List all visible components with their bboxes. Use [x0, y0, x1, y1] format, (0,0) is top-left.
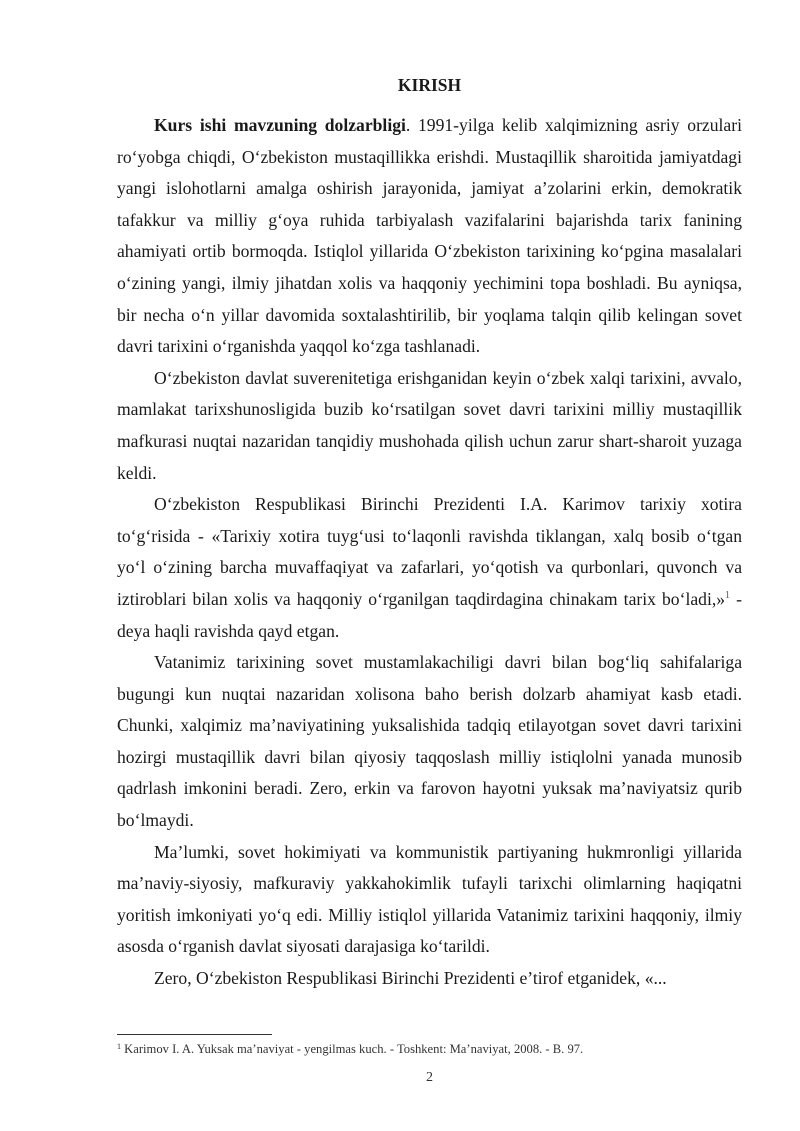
footnote-reference[interactable]: 1	[725, 589, 731, 601]
document-page	[117, 0, 742, 1131]
footnote-separator	[117, 1034, 272, 1035]
paragraph-text: O‘zbekiston Respublikasi Birinchi Prezidenti I.A. Karimov tarixiy xotira to‘g‘risida - «Tarixiy xotira tuyg‘usi to‘laqonli ravishda tiklangan, xalq bosib o‘tgan yo‘l o‘zining barcha muvaffaqiyat va zafarlari, yo‘qotish va qurbonlari, quvonch va iztiroblari bilan xolis va haqqoniy o‘rganilgan taqdirdagina chinakam tarix bo‘ladi,»	[117, 494, 742, 609]
footnote-number: 1	[117, 1042, 121, 1051]
section-heading: KIRISH	[397, 75, 462, 95]
paragraph-president: Zero, O‘zbekiston Respublikasi Birinchi Prezidenti e’tirof etganidek, «...	[154, 968, 667, 989]
body-text	[117, 110, 742, 995]
paragraph-ideology: Ma’lumki, sovet hokimiyati va kommunistik partiyaning hukmronligi yillarida ma’naviy-siyosiy, mafkuraviy yakkahokimlik tufayli tarixchi olimlarning haqiqatni yoritish imkoniyati yo‘q edi. Milliy istiqlol yillarida Vatanimiz tarixini haqqoniy, ilmiy asosda o‘rganish davlat siyosati darajasiga ko‘tarildi.	[117, 841, 742, 957]
paragraph-text: . 1991-yilga kelib xalqimizning asriy orzulari ro‘yobga chiqdi, O‘zbekiston mustaqillikka erishdi. Mustaqillik sharoitida jamiyatdagi yangi islohotlarni amalga oshirish jarayonida, jamiyat a’zolarini erkin, demokratik tafakkur va milliy g‘oya ruhida tarbiyalash vazifalarini bajarishda tarix fanining ahamiyati ortib bormoqda. Istiqlol yillarida O‘zbekiston tarixining ko‘pgina masalalari o‘zining yangi, ilmiy jihatdan xolis va haqqoniy yechimini topa boshladi. Bu ayniqsa, bir necha o‘n yillar davomida soxtalashtirilib, bir yoqlama talqin qilib kelingan sovet davri tarixini o‘rganishda yaqqol ko‘zga tashlanadi.	[117, 115, 742, 357]
paragraph-sovereignty: O‘zbekiston davlat suverenitetiga erishganidan keyin o‘zbek xalqi tarixini, avvalo, mamlakat tarixshunosligida buzib ko‘rsatilgan sovet davri tarixini milliy mustaqillik mafkurasi nuqtai nazaridan tanqidiy mushohada qilish uchun zarur shart-sharoit yuzaga keldi.	[117, 367, 742, 483]
paragraph-lead-bold: Kurs ishi mavzuning dolzarbligi	[154, 115, 406, 135]
footnote-text: Karimov I. A. Yuksak ma’naviyat - yengilmas kuch. - Toshkent: Ma’naviyat, 2008. - B. 97.	[121, 1042, 584, 1056]
paragraph-soviet-period: Vatanimiz tarixining sovet mustamlakachiligi davri bilan bog‘liq sahifalariga bugungi kun nuqtai nazaridan xolisona baho berish dolzarb ahamiyat kasb etadi. Chunki, xalqimiz ma’naviyatining yuksalishida tadqiq etilayotgan sovet davri tarixini hozirgi mustaqillik davri bilan qiyosiy taqqoslash milliy istiqlolni yanada munosib qadrlash imkonini beradi. Zero, erkin va farovon hayotni yuksak ma’naviyatsiz qurib bo‘lmaydi.	[117, 652, 742, 831]
page-number: 2	[426, 1070, 433, 1085]
paragraph-text: - deya haqli ravishda qayd etgan.	[117, 588, 742, 641]
footnote	[117, 1040, 742, 1058]
paragraph-quote	[117, 489, 742, 647]
paragraph-relevance	[117, 110, 742, 363]
